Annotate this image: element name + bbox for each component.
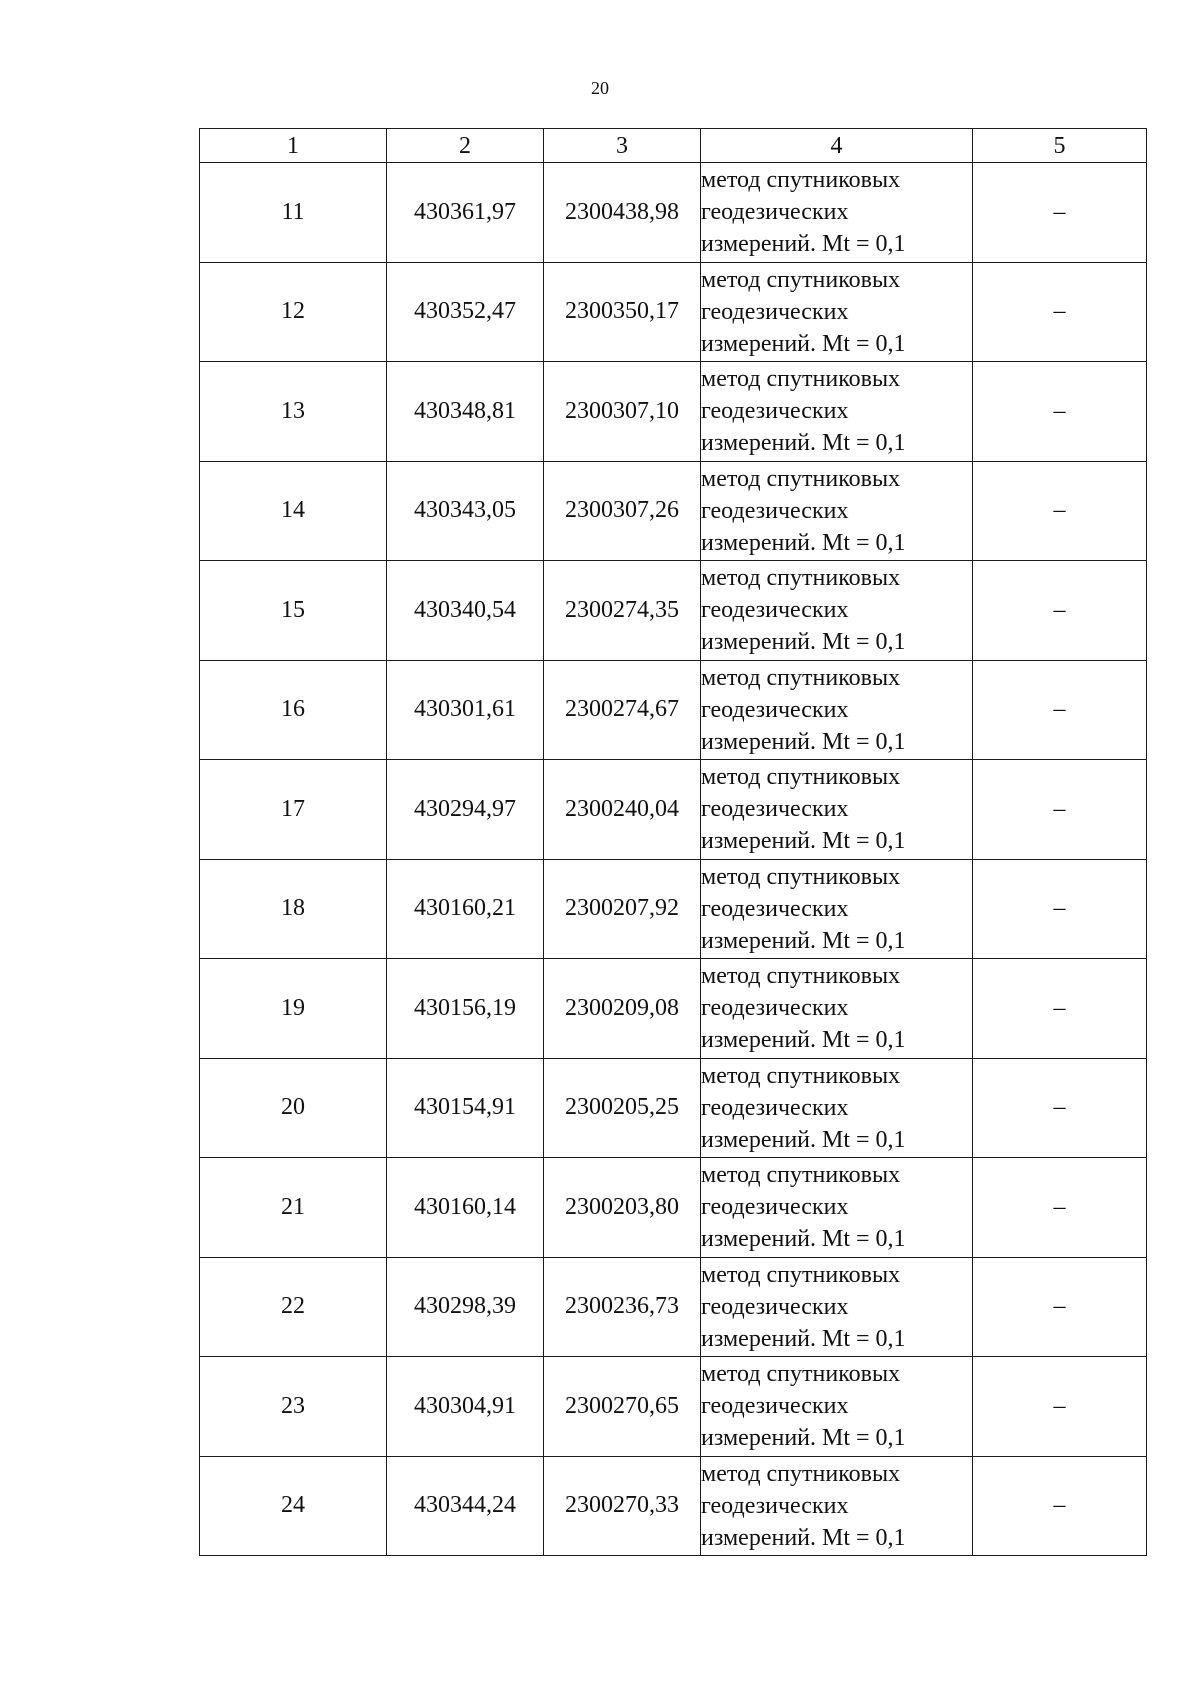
y-coordinate: 2300307,10 xyxy=(544,362,701,462)
method-cell xyxy=(701,1456,973,1556)
method-line: измерений. Mt = 0,1 xyxy=(701,231,906,258)
point-number: 24 xyxy=(200,1456,387,1556)
method-line: геодезических xyxy=(701,995,849,1022)
method-line: метод спутниковых xyxy=(701,764,901,791)
method-cell xyxy=(701,959,973,1059)
column-5-value: – xyxy=(973,163,1147,263)
column-5-value: – xyxy=(973,1158,1147,1258)
method-line: метод спутниковых xyxy=(701,266,901,293)
x-coordinate: 430344,24 xyxy=(387,1456,544,1556)
x-coordinate: 430160,21 xyxy=(387,859,544,959)
column-5-value: – xyxy=(973,760,1147,860)
x-coordinate: 430352,47 xyxy=(387,262,544,362)
method-cell xyxy=(701,660,973,760)
point-number: 16 xyxy=(200,660,387,760)
method-line: геодезических xyxy=(701,298,849,325)
column-5-value: – xyxy=(973,1058,1147,1158)
x-coordinate: 430348,81 xyxy=(387,362,544,462)
x-coordinate: 430304,91 xyxy=(387,1357,544,1457)
y-coordinate: 2300270,65 xyxy=(544,1357,701,1457)
column-5-value: – xyxy=(973,561,1147,661)
y-coordinate: 2300209,08 xyxy=(544,959,701,1059)
x-coordinate: 430154,91 xyxy=(387,1058,544,1158)
method-cell xyxy=(701,1158,973,1258)
method-cell xyxy=(701,561,973,661)
table-row xyxy=(200,859,1147,959)
x-coordinate: 430160,14 xyxy=(387,1158,544,1258)
method-line: измерений. Mt = 0,1 xyxy=(701,629,906,656)
method-line: измерений. Mt = 0,1 xyxy=(701,330,906,357)
table-header-row xyxy=(200,129,1147,163)
point-number: 19 xyxy=(200,959,387,1059)
column-5-value: – xyxy=(973,461,1147,561)
method-line: метод спутниковых xyxy=(701,963,901,990)
table-row xyxy=(200,362,1147,462)
y-coordinate: 2300274,35 xyxy=(544,561,701,661)
method-line: геодезических xyxy=(701,597,849,624)
method-line: геодезических xyxy=(701,1094,849,1121)
column-header: 5 xyxy=(973,129,1147,163)
y-coordinate: 2300203,80 xyxy=(544,1158,701,1258)
method-cell xyxy=(701,262,973,362)
y-coordinate: 2300438,98 xyxy=(544,163,701,263)
method-line: метод спутниковых xyxy=(701,863,901,890)
column-5-value: – xyxy=(973,1357,1147,1457)
column-header: 2 xyxy=(387,129,544,163)
y-coordinate: 2300240,04 xyxy=(544,760,701,860)
column-5-value: – xyxy=(973,262,1147,362)
method-cell xyxy=(701,1257,973,1357)
table-body xyxy=(200,163,1147,1556)
method-line: метод спутниковых xyxy=(701,465,901,492)
table-row xyxy=(200,1456,1147,1556)
method-line: метод спутниковых xyxy=(701,1261,901,1288)
method-line: геодезических xyxy=(701,199,849,226)
method-line: геодезических xyxy=(701,796,849,823)
point-number: 15 xyxy=(200,561,387,661)
method-line: измерений. Mt = 0,1 xyxy=(701,1226,906,1253)
method-line: метод спутниковых xyxy=(701,1162,901,1189)
column-5-value: – xyxy=(973,362,1147,462)
method-cell xyxy=(701,760,973,860)
point-number: 13 xyxy=(200,362,387,462)
method-line: геодезических xyxy=(701,1492,849,1519)
coordinates-table xyxy=(199,128,1147,1556)
table-row xyxy=(200,1158,1147,1258)
point-number: 11 xyxy=(200,163,387,263)
table-row xyxy=(200,1058,1147,1158)
method-cell xyxy=(701,362,973,462)
method-line: метод спутниковых xyxy=(701,366,901,393)
x-coordinate: 430340,54 xyxy=(387,561,544,661)
y-coordinate: 2300274,67 xyxy=(544,660,701,760)
column-header: 1 xyxy=(200,129,387,163)
point-number: 17 xyxy=(200,760,387,860)
point-number: 18 xyxy=(200,859,387,959)
table-row xyxy=(200,262,1147,362)
method-line: измерений. Mt = 0,1 xyxy=(701,728,906,755)
point-number: 23 xyxy=(200,1357,387,1457)
method-line: метод спутниковых xyxy=(701,1460,901,1487)
page-number: 20 xyxy=(591,78,609,98)
point-number: 20 xyxy=(200,1058,387,1158)
y-coordinate: 2300270,33 xyxy=(544,1456,701,1556)
column-5-value: – xyxy=(973,1456,1147,1556)
method-line: метод спутниковых xyxy=(701,565,901,592)
method-cell xyxy=(701,1058,973,1158)
y-coordinate: 2300207,92 xyxy=(544,859,701,959)
table-row xyxy=(200,760,1147,860)
table-row xyxy=(200,461,1147,561)
method-line: геодезических xyxy=(701,1194,849,1221)
method-line: геодезических xyxy=(701,497,849,524)
x-coordinate: 430361,97 xyxy=(387,163,544,263)
table-row xyxy=(200,1257,1147,1357)
method-line: метод спутниковых xyxy=(701,1062,901,1089)
column-header: 4 xyxy=(701,129,973,163)
y-coordinate: 2300350,17 xyxy=(544,262,701,362)
method-cell xyxy=(701,859,973,959)
point-number: 21 xyxy=(200,1158,387,1258)
point-number: 12 xyxy=(200,262,387,362)
table-row xyxy=(200,1357,1147,1457)
method-cell xyxy=(701,1357,973,1457)
method-line: измерений. Mt = 0,1 xyxy=(701,430,906,457)
table-row xyxy=(200,959,1147,1059)
method-line: измерений. Mt = 0,1 xyxy=(701,1027,906,1054)
x-coordinate: 430156,19 xyxy=(387,959,544,1059)
method-line: измерений. Mt = 0,1 xyxy=(701,1325,906,1352)
method-line: геодезических xyxy=(701,895,849,922)
y-coordinate: 2300205,25 xyxy=(544,1058,701,1158)
method-line: метод спутниковых xyxy=(701,167,901,194)
x-coordinate: 430294,97 xyxy=(387,760,544,860)
column-5-value: – xyxy=(973,859,1147,959)
method-line: измерений. Mt = 0,1 xyxy=(701,828,906,855)
point-number: 14 xyxy=(200,461,387,561)
method-line: измерений. Mt = 0,1 xyxy=(701,529,906,556)
method-line: геодезических xyxy=(701,398,849,425)
method-line: геодезических xyxy=(701,1293,849,1320)
table-row xyxy=(200,660,1147,760)
column-5-value: – xyxy=(973,660,1147,760)
x-coordinate: 430301,61 xyxy=(387,660,544,760)
method-line: измерений. Mt = 0,1 xyxy=(701,927,906,954)
column-5-value: – xyxy=(973,959,1147,1059)
method-line: измерений. Mt = 0,1 xyxy=(701,1126,906,1153)
method-line: метод спутниковых xyxy=(701,1361,901,1388)
method-line: метод спутниковых xyxy=(701,664,901,691)
table-row xyxy=(200,561,1147,661)
column-5-value: – xyxy=(973,1257,1147,1357)
y-coordinate: 2300236,73 xyxy=(544,1257,701,1357)
method-line: геодезических xyxy=(701,1393,849,1420)
method-line: измерений. Mt = 0,1 xyxy=(701,1425,906,1452)
y-coordinate: 2300307,26 xyxy=(544,461,701,561)
method-line: измерений. Mt = 0,1 xyxy=(701,1524,906,1551)
method-line: геодезических xyxy=(701,696,849,723)
column-header: 3 xyxy=(544,129,701,163)
point-number: 22 xyxy=(200,1257,387,1357)
method-cell xyxy=(701,163,973,263)
method-cell xyxy=(701,461,973,561)
x-coordinate: 430298,39 xyxy=(387,1257,544,1357)
x-coordinate: 430343,05 xyxy=(387,461,544,561)
table-row xyxy=(200,163,1147,263)
